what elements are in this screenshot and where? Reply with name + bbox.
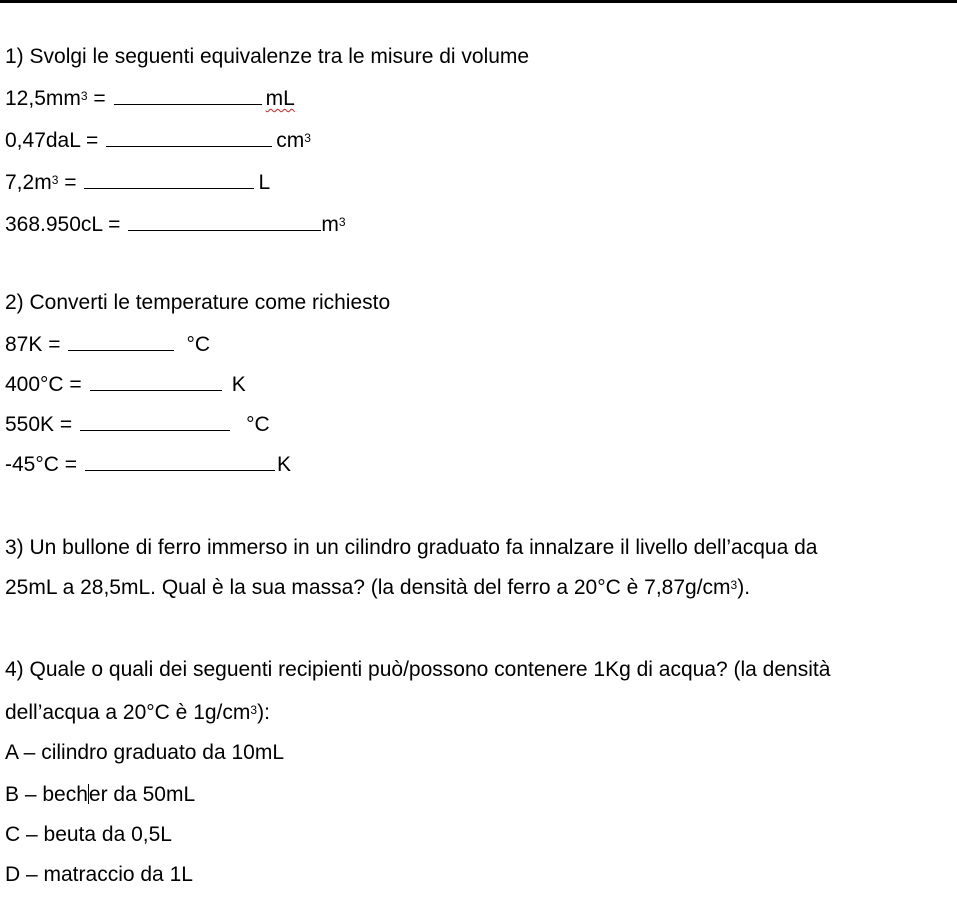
volume-row-4 (5, 212, 346, 238)
option-c: C – beuta da 0,5L (5, 823, 172, 846)
row-unit: cm (276, 129, 305, 152)
exercise-3-line-2 (5, 575, 750, 601)
exercise-3-line-1: 3) Un bullone di ferro immerso in un cilindro graduato fa innalzare il livello dell’acqua da (5, 536, 818, 559)
row-unit: K (277, 453, 292, 476)
row-lhs: 87K = (5, 333, 61, 356)
exercise-4-line-1: 4) Quale o quali dei seguenti recipienti può/possono contenere 1Kg di acqua? (la densità (5, 658, 831, 681)
temperature-row-4 (5, 452, 291, 478)
volume-row-1 (5, 86, 295, 112)
answer-blank[interactable] (106, 128, 272, 147)
exercise-4-tail: ): (257, 701, 270, 724)
answer-blank[interactable] (68, 332, 174, 351)
answer-blank[interactable] (84, 170, 254, 189)
answer-blank[interactable] (128, 212, 321, 231)
row-unit: m (321, 213, 339, 236)
row-unit: K (231, 373, 246, 396)
row-lhs-exponent: 3 (80, 89, 88, 103)
exercise-4-text: dell’acqua a 20°C è 1g/cm (5, 701, 251, 724)
volume-row-3 (5, 170, 270, 196)
option-b-text-end: er da 50mL (88, 783, 196, 806)
row-unit: mL (265, 87, 295, 110)
exercise-2-title: 2) Converti le temperature come richiesto (5, 291, 391, 314)
row-lhs: 12,5mm (5, 87, 81, 110)
option-d: D – matraccio da 1L (5, 863, 193, 886)
option-b (5, 782, 195, 808)
temperature-row-3 (5, 412, 270, 438)
exercise-3-exponent: 3 (730, 578, 738, 592)
option-b-text-start: B – bech (5, 783, 88, 806)
volume-row-2 (5, 128, 311, 154)
exercise-4-line-2 (5, 700, 270, 726)
row-lhs: 400°C = (5, 373, 82, 396)
temperature-row-1 (5, 332, 210, 358)
exercise-3-text: 25mL a 28,5mL. Qual è la sua massa? (la densità del ferro a 20°C è 7,87g/cm (5, 576, 731, 599)
row-lhs: 7,2m (5, 171, 52, 194)
row-lhs: 368.950cL = (5, 213, 121, 236)
answer-blank[interactable] (80, 412, 230, 431)
row-unit: °C (246, 413, 270, 436)
temperature-row-2 (5, 372, 246, 398)
row-unit-exponent: 3 (304, 131, 311, 145)
answer-blank[interactable] (90, 372, 222, 391)
row-lhs: -45°C = (5, 453, 78, 476)
row-unit: L (258, 171, 271, 194)
option-a: A – cilindro graduato da 10mL (5, 741, 285, 764)
exercise-4-exponent: 3 (250, 703, 258, 717)
exercise-3-tail: ). (737, 576, 751, 599)
row-lhs-equals: = (87, 87, 106, 110)
answer-blank[interactable] (85, 452, 275, 471)
row-unit: °C (186, 333, 211, 356)
row-lhs: 550K = (5, 413, 73, 436)
row-unit-exponent: 3 (338, 215, 346, 229)
row-lhs-equals: = (58, 171, 77, 194)
answer-blank[interactable] (114, 86, 262, 105)
exercise-1-title: 1) Svolgi le seguenti equivalenze tra le misure di volume (5, 45, 530, 68)
top-border (0, 0, 957, 3)
row-lhs: 0,47daL = (5, 129, 99, 152)
row-lhs-exponent: 3 (51, 173, 59, 187)
